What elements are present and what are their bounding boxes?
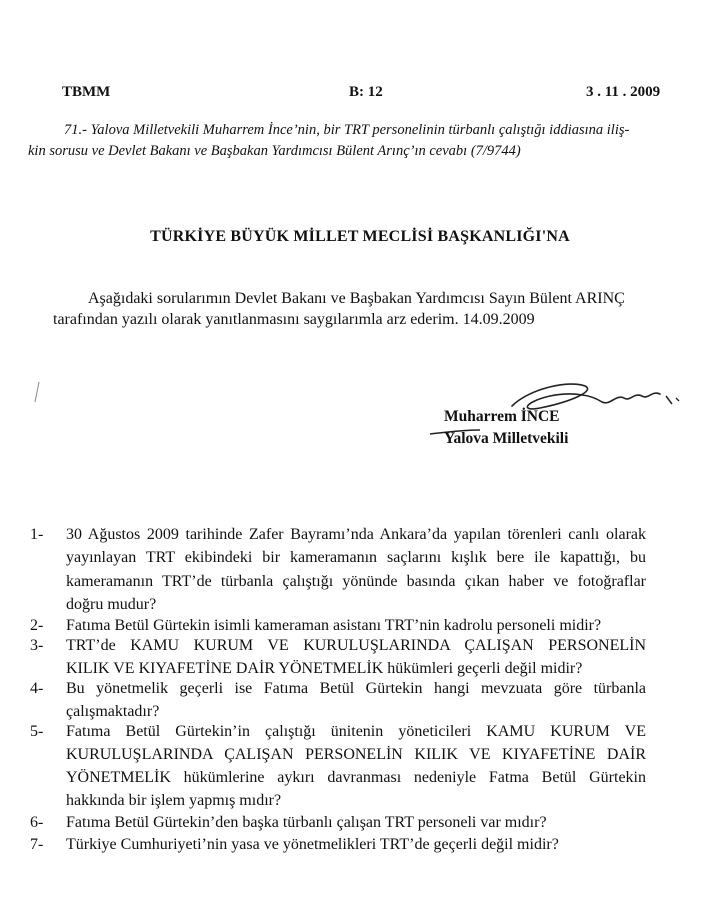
- question-line: 30 Ağustos 2009 tarihinde Zafer Bayramı’nda Ankara’da yapılan törenleri canlı olarak: [66, 526, 646, 543]
- header-left-tbmm: TBMM: [62, 84, 111, 100]
- question-line: KURULUŞLARINDA ÇALIŞAN PERSONELİN KILIK VE KIYAFETİNE DAİR: [66, 746, 646, 763]
- question-number: 4-: [30, 680, 44, 697]
- question-line: Fatıma Betül Gürtekin’den başka türbanlı çalışan TRT personeli var mıdır?: [66, 814, 547, 831]
- question-line: doğru mudur?: [66, 596, 157, 613]
- question-line: hakkında bir işlem yapmış mıdır?: [66, 792, 282, 809]
- question-number: 7-: [30, 836, 44, 853]
- question-line: yayınlayan TRT ekibindeki bir kameramanın saçlarını kışlık bere ile kapattığı, bu: [66, 549, 646, 566]
- question-line: YÖNETMELİK hükümlerine aykırı davranması nedeniyle Fatma Betül Gürtekin: [66, 769, 646, 786]
- question-line: kameramanın TRT’de türbanla çalıştığı yönünde basında çıkan haber ve fotoğraflar: [66, 573, 646, 590]
- signature-name: Muharrem İNCE: [444, 408, 560, 425]
- question-number: 5-: [30, 723, 44, 740]
- question-number: 1-: [30, 526, 44, 543]
- question-line: Türkiye Cumhuriyeti’nin yasa ve yönetmelikleri TRT’de geçerli değil midir?: [66, 836, 559, 853]
- document-title: TÜRKİYE BÜYÜK MİLLET MECLİSİ BAŞKANLIĞI'NA: [150, 228, 570, 245]
- question-line: Fatıma Betül Gürtekin isimli kameraman asistanı TRT’nin kadrolu personeli midir?: [66, 617, 602, 634]
- header-date: 3 . 11 . 2009: [586, 84, 661, 100]
- signature-role: Yalova Milletvekili: [444, 430, 569, 447]
- question-line: KILIK VE KIYAFETİNE DAİR YÖNETMELİK hükümleri geçerli değil midir?: [66, 660, 583, 677]
- stray-mark: [32, 380, 42, 404]
- question-line: TRT’de KAMU KURUM VE KURULUŞLARINDA ÇALIŞAN PERSONELİN: [66, 637, 646, 654]
- question-line: Bu yönetmelik geçerli ise Fatıma Betül Gürtekin hangi mevzuata göre türbanla: [66, 680, 646, 697]
- paragraph-line-1: Aşağıdaki sorularımın Devlet Bakanı ve Başbakan Yardımcısı Sayın Bülent ARINÇ: [88, 290, 625, 307]
- question-number: 6-: [30, 814, 44, 831]
- intro-line-1: 71.- Yalova Milletvekili Muharrem İnce’nin, bir TRT personelinin türbanlı çalıştığı iddiasına iliş-: [64, 122, 630, 138]
- paragraph-line-2: tarafından yazılı olarak yanıtlanmasını saygılarımla arz ederim. 14.09.2009: [53, 311, 535, 328]
- intro-line-2: kin sorusu ve Devlet Bakanı ve Başbakan Yardımcısı Bülent Arınç’ın cevabı (7/9744): [28, 143, 521, 159]
- question-line: çalışmaktadır?: [66, 703, 160, 720]
- question-line: Fatıma Betül Gürtekin’in çalıştığı ünitenin yöneticileri KAMU KURUM VE: [66, 723, 646, 740]
- question-number: 2-: [30, 617, 44, 634]
- question-number: 3-: [30, 637, 44, 654]
- header-session-number: B: 12: [349, 84, 383, 100]
